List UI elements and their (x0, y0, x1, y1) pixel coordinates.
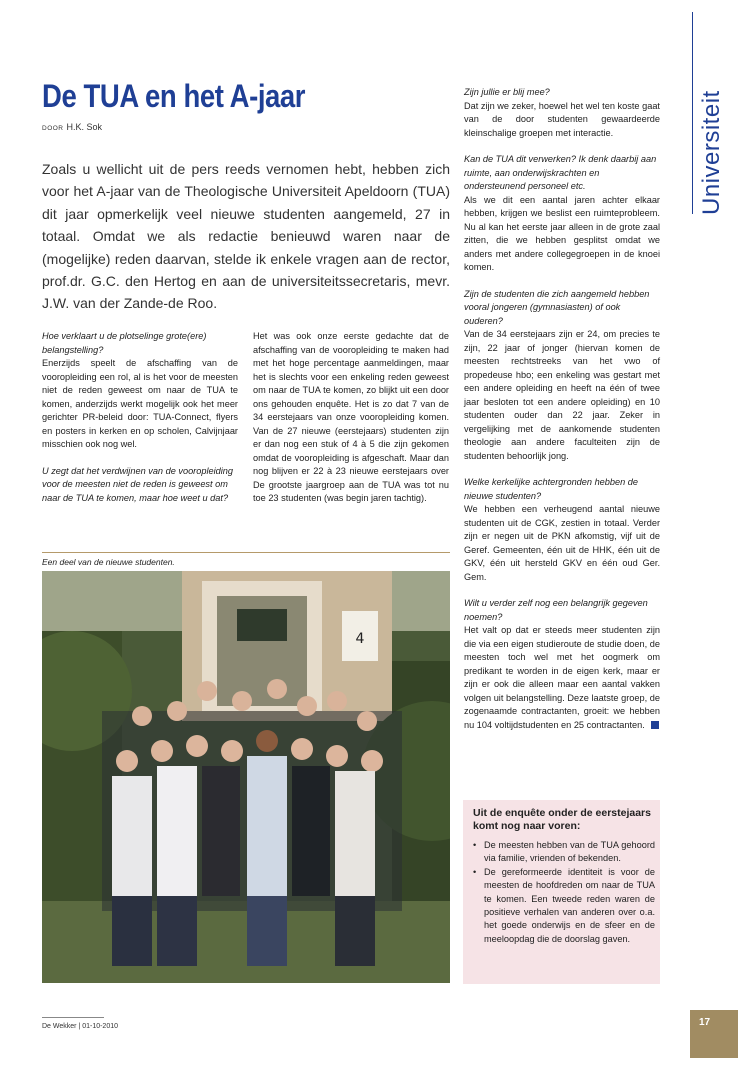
question: Zijn de studenten die zich aangemeld hebben vooral jongeren (gymnasiasten) of ook ouderen? (464, 288, 650, 326)
photo-caption: Een deel van de nieuwe studenten. (42, 557, 175, 567)
page-number: 17 (699, 1017, 711, 1028)
survey-item: • De gereformeerde identiteit is voor de meesten de hoofdreden om naar de TUA te komen. Een tweede reden waren de positieve verhalen van anderen over o.a. het goede onderwijs en de sfeer en de meeloopdag die de doorslag gaven. (473, 866, 655, 946)
column-right (464, 86, 660, 732)
section-divider (692, 12, 693, 214)
question: Wilt u verder zelf nog een belangrijk gegeven noemen? (464, 598, 648, 622)
students-group (102, 679, 402, 966)
answer: Als we dit een aantal jaren achter elkaar hebben, krijgen we beslist een ruimteprobleem. Nu al kan het eerste jaar alleen in de grote zaal zitten, die we hebben gesplitst omdat we anders met andere collegegroepen in de knoei komen. (464, 194, 660, 272)
question: U zegt dat het verdwijnen van de vooropleiding voor de meesten niet de reden is geweest om naar de TUA te komen, maar hoe weet u dat? (42, 465, 234, 503)
survey-box-title: Uit de enquête onder de eerstejaars komt nog naar voren: (473, 807, 651, 832)
answer: Het was ook onze eerste gedachte dat de afschaffing van de vooropleiding te maken had met het hoge percentage aanmeldingen, maar het is slechts voor een enkeling reden geweest om naar de TUA te komen, zo blijkt uit een door ons gehouden enquête. Het is zo dat 7 van de 34 eerstejaars van onze vooropleiding komen. Van de 27 nieuwe (eerstejaars) studenten zijn er dan nog een stuk of 4 à 5 die zijn gekomen omdat de vooropleiding is afgeschaft. Maar dan nog blijven er 22 à 23 nieuwe eerstejaars over De grootste jaargroep aan de TUA was tot nu toe 23 studenten (was begin jaren tachtig). (253, 331, 449, 503)
answer: Dat zijn we zeker, hoewel het wel ten koste gaat van de door studenten gewaardeerde kleinschalige groepen met interactie. (464, 100, 660, 138)
answer: We hebben een verheugend aantal nieuwe studenten uit de CGK, zestien in totaal. Verder zijn er negen uit de PKN afkomstig, vijf uit de Geref. Gemeenten, één uit de HHK, één uit de GKV, één uit hersteld GKV en één oud Ger. Gem. (464, 504, 660, 582)
byline (42, 122, 102, 132)
answer (464, 624, 660, 732)
question: Kan de TUA dit verwerken? Ik denk daarbij aan ruimte, aan onderwijskrachten en ondersteunend personeel etc. (464, 154, 657, 191)
column-left (42, 330, 238, 505)
byline-author: H.K. Sok (66, 122, 103, 132)
survey-list (473, 839, 655, 946)
article-title: De TUA en het A-jaar (42, 78, 306, 114)
photo-divider (42, 552, 450, 553)
footer-text: De Wekker | 01-10-2010 (42, 1023, 119, 1030)
group-photo-illustration (42, 571, 450, 983)
group-photo (42, 571, 450, 983)
door-number: 4 (355, 631, 365, 647)
section-label: Universiteit (698, 90, 725, 215)
page-number-block (690, 1010, 738, 1058)
column-middle (253, 330, 449, 506)
question: Zijn jullie er blij mee? (464, 87, 550, 97)
byline-prefix: DOOR (42, 125, 64, 132)
footer-rule (42, 1017, 104, 1018)
question: Hoe verklaart u de plotselinge grote(ere) belangstelling? (42, 331, 207, 355)
answer: Van de 34 eerstejaars zijn er 24, om precies te zijn, 22 jaar of jonger (hiervan komen de meesten rechtstreeks van het vwo of propedeuse hbo; een enkeling was gestart met een andere opleiding en heeft na één of twee jaar besloten tot een andere opleiding) en 10 studenten ouder dan 22 jaar. Zeker in vergelijking met de aankomende studenten theologie aan andere faculteiten zijn de studenten behoorlijk jong. (464, 329, 660, 461)
survey-item: • De meesten hebben van de TUA gehoord via familie, vrienden of bekenden. (473, 839, 655, 866)
lead-paragraph: Zoals u wellicht uit de pers reeds vernomen hebt, hebben zich voor het A-jaar van de Theologische Universiteit Apeldoorn (TUA) dit jaar opmerkelijk veel nieuwe studenten aangemeld, 27 in totaal. Omdat we als redactie benieuwd waren naar de (mogelijke) reden daarvan, stelde ik enkele vragen aan de rector, prof.dr. G.C. den Hertog en aan de universiteitssecretaris, mevr. J.W. van der Zande-de Roo. (42, 161, 450, 312)
survey-box (463, 800, 660, 984)
question: Welke kerkelijke achtergronden hebben de nieuwe studenten? (464, 477, 638, 501)
answer-text: Het valt op dat er steeds meer studenten zijn die via een eigen studieroute de studie doen, de meesten toch wel met het oogmerk om predikant te worden in de eigen kerk, maar er zijn er ook die alleen maar een aantal vakken volgen uit belangstelling. Deze laatste groep, de zogenaamde contractanten, groeit: we hebben nu 104 voltijdstudenten en 25 contractanten. (464, 625, 660, 730)
answer: Enerzijds speelt de afschaffing van de vooropleiding een rol, al is het voor de meesten niet de reden geweest om naar de TUA te komen, anderzijds werkt mogelijk ook het meer gerichter PR-beleid door: TUA-Connect, flyers en posters in kerken en op scholen, Calvijnjaar misschien ook nog wel. (42, 358, 238, 449)
end-mark-icon (651, 721, 659, 729)
